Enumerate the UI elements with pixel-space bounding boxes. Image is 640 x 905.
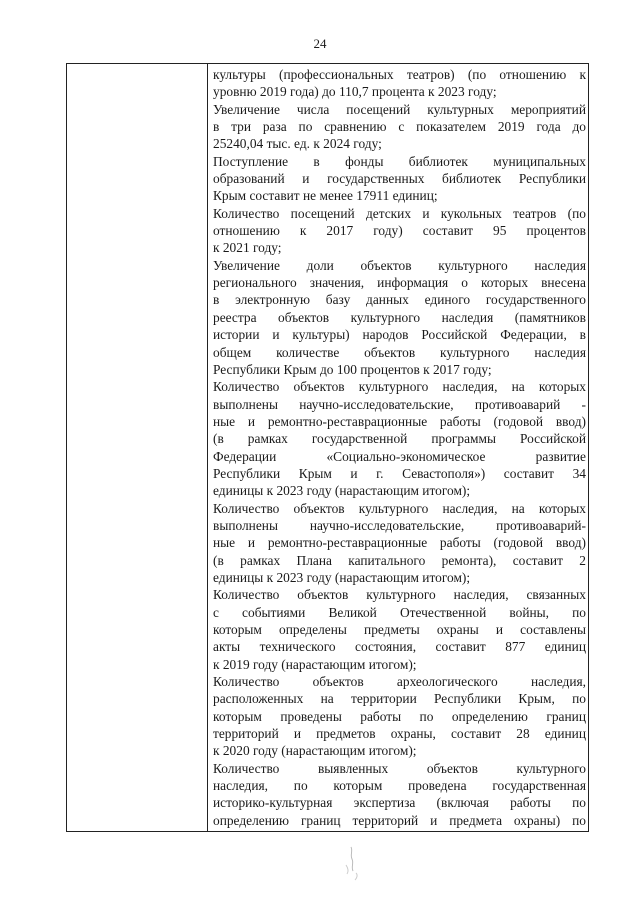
text-line: единицы к 2023 году (нарастающим итогом);: [213, 569, 471, 585]
text-line: акты технического состояния, составит 877 единиц: [213, 639, 586, 655]
text-line: Количество объектов культурного наследия, связанных: [213, 587, 586, 603]
text-line: Увеличение числа посещений культурных мероприятий: [213, 101, 586, 117]
text-line: единицы к 2023 году (нарастающим итогом);: [213, 483, 471, 499]
text-line: определению границ территорий и предмета охраны) по: [213, 812, 586, 828]
text-line: истории и культуры) народов Российской Федерации, в: [213, 327, 586, 343]
text-line: Количество объектов культурного наследия, на которых: [213, 500, 586, 516]
text-line: к 2019 году (нарастающим итогом);: [213, 656, 417, 672]
text-line: (в рамках Плана капитального ремонта), составит 2: [213, 552, 586, 568]
text-line: в электронную базу данных единого государственного: [213, 292, 586, 308]
text-line: регионального значения, информация о которых внесена: [213, 275, 586, 291]
text-line: выполнены научно-исследовательские, противоаварий-: [213, 517, 586, 533]
text-line: Поступление в фонды библиотек муниципальных: [213, 153, 586, 169]
text-line: Федерации «Социально-экономическое развитие: [213, 448, 586, 464]
text-line: отношению к 2017 году) составит 95 процентов: [213, 223, 586, 239]
text-line: образований и государственных библиотек Республики: [213, 171, 586, 187]
text-line: Количество посещений детских и кукольных театров (по: [213, 205, 586, 221]
text-line: которым определены предметы охраны и составлены: [213, 622, 586, 637]
text-line: наследия, по которым проведена государственная: [213, 778, 586, 794]
text-line: к 2020 году (нарастающим итогом);: [213, 743, 417, 759]
text-line: историко-культурная экспертиза (включая работы по: [213, 795, 586, 811]
text-line: уровню 2019 года) до 110,7 процента к 2023 году;: [213, 84, 497, 100]
text-line: (в рамках государственной программы Российской: [213, 431, 586, 447]
text-line: Количество объектов археологического наследия,: [213, 674, 586, 690]
text-line: ные и ремонтно-реставрационные работы (годовой ввод): [213, 413, 586, 429]
text-line: Республики Крым до 100 процентов к 2017 году;: [213, 361, 492, 377]
text-line: с событиями Великой Отечественной войны, по: [213, 604, 586, 620]
text-line: в три раза по сравнению с показателем 2019 года до: [213, 119, 586, 135]
text-line: Крым составит не менее 17911 единиц;: [213, 188, 438, 204]
page-number: 24: [313, 36, 327, 51]
document-table: [66, 63, 589, 832]
text-line: выполнены научно-исследовательские, противоаварий -: [213, 396, 586, 412]
text-line: которым проведены работы по определению границ: [213, 708, 586, 724]
text-line: реестра объектов культурного наследия (памятников: [213, 309, 586, 325]
text-line: культуры (профессиональных театров) (по отношению к: [213, 67, 586, 82]
text-line: Количество выявленных объектов культурного: [213, 760, 586, 776]
text-line: Увеличение доли объектов культурного наследия: [213, 257, 586, 273]
text-line: общем количестве объектов культурного наследия: [213, 344, 586, 360]
text-line: 25240,04 тыс. ед. к 2024 году;: [213, 136, 382, 152]
text-line: расположенных на территории Республики Крым, по: [213, 691, 586, 707]
table-right-column-text: [213, 66, 586, 829]
text-line: к 2021 году;: [213, 240, 282, 256]
text-line: Количество объектов культурного наследия, на которых: [213, 379, 586, 395]
text-line: Республики Крым и г. Севастополя») составит 34: [213, 465, 586, 481]
text-line: ные и ремонтно-реставрационные работы (годовой ввод): [213, 535, 586, 551]
text-line: территорий и предметов охраны, составит 28 единиц: [213, 726, 586, 742]
scan-artifact-mark: [337, 843, 367, 883]
table-left-column: [67, 64, 208, 831]
